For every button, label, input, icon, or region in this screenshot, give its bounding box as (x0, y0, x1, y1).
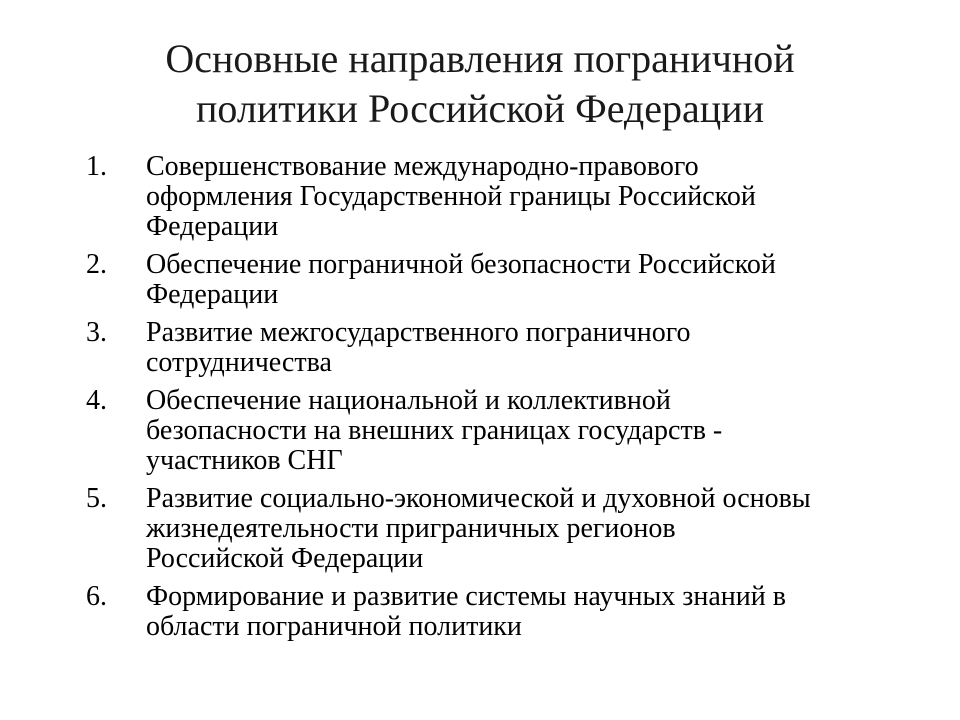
item-number: 1. (86, 151, 107, 182)
slide-title (80, 34, 880, 134)
item-text-line: Российской Федерации (146, 543, 424, 574)
item-text-line: Обеспечение национальной и коллективной (146, 385, 671, 416)
item-text-line: Развитие социально-экономической и духовной основы (146, 483, 811, 514)
title-line-1: Основные направления пограничной (165, 36, 795, 81)
item-text-line: участников СНГ (146, 445, 343, 476)
item-text-line: области пограничной политики (146, 611, 522, 642)
item-text-line: сотрудничества (146, 347, 332, 378)
list-item-3 (86, 318, 926, 378)
list-item-1 (86, 152, 926, 242)
list-item-5 (86, 484, 926, 574)
item-text (146, 386, 916, 476)
item-number: 6. (86, 581, 107, 612)
item-text (146, 250, 916, 310)
item-number: 3. (86, 317, 107, 348)
list-item-6 (86, 582, 926, 642)
item-text-line: оформления Государственной границы Российской (146, 181, 756, 212)
item-text (146, 152, 916, 242)
item-text (146, 582, 916, 642)
item-text-line: безопасности на внешних границах государств - (146, 415, 723, 446)
item-number: 2. (86, 249, 107, 280)
list-item-2 (86, 250, 926, 310)
list-item-4 (86, 386, 926, 476)
item-text-line: Обеспечение пограничной безопасности Российской (146, 249, 776, 280)
item-text-line: жизнедеятельности приграничных регионов (146, 513, 676, 544)
item-number: 5. (86, 483, 107, 514)
title-line-2: политики Российской Федерации (195, 86, 764, 131)
item-text-line: Развитие межгосударственного пограничного (146, 317, 691, 348)
item-text (146, 318, 916, 378)
item-text (146, 484, 916, 574)
item-text-line: Федерации (146, 211, 279, 242)
item-text-line: Федерации (146, 279, 279, 310)
item-text-line: Формирование и развитие системы научных знаний в (146, 581, 786, 612)
directions-list (86, 152, 926, 650)
item-number: 4. (86, 385, 107, 416)
item-text-line: Совершенствование международно-правового (146, 151, 699, 182)
